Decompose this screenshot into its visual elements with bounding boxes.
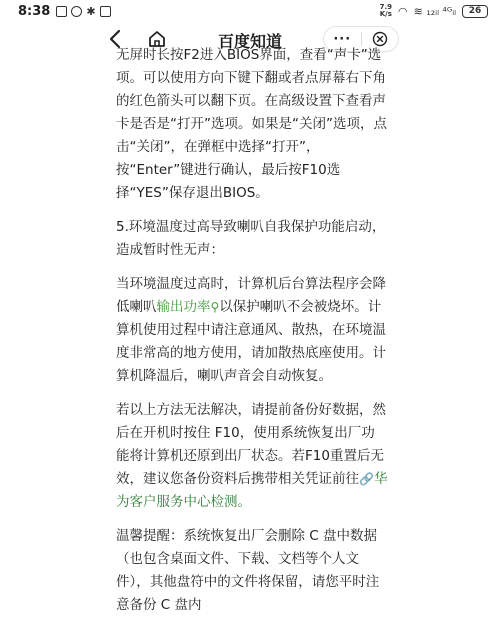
output-power-link-label: 输出功率 <box>156 299 211 315</box>
article-content <box>116 47 388 617</box>
output-power-link[interactable] <box>157 299 220 315</box>
bluetooth-icon: ✱ <box>86 4 96 18</box>
status-time: 8:38 <box>18 3 51 19</box>
battery-icon: 26 <box>462 5 488 18</box>
paragraph-temperature <box>116 273 388 388</box>
paragraph-reminder: 温馨提醒：系统恢复出厂会删除 C 盘中数据（也包含桌面文件、下载、文档等个人文件），其他盘符中的文件将保留，请您平时注意备份 C 盘内 <box>116 528 380 613</box>
status-bar <box>0 0 500 22</box>
signal-icons: ≋ ₁₂ᵢₗ ⁴ᴳᵢₗ <box>413 4 456 18</box>
search-icon: ⚲ <box>210 300 220 314</box>
paragraph-bios: 无屏时长按F2进入BIOS界面，查看“声卡”选项。可以使用方向下键下翻或者点屏幕右下角的红色箭头可以翻下页。在高级设置下查看声卡是否是“打开”选项。如果是“关闭”选项，点击“关闭”，在弹框中选择“打开”，按“Enter”键进行确认，最后按F10选择“YES”保存退出BIOS。 <box>116 47 387 201</box>
status-left <box>18 4 111 19</box>
network-speed-unit: K/s <box>379 10 392 18</box>
paragraph-reset-before: 若以上方法无法解决，请提前备份好数据，然后在开机时按住 F10，使用系统恢复出厂功能将计算机还原到出厂状态。若F10重置后无效，建议您备份资料后携带相关凭证前往 <box>116 402 386 487</box>
paragraph-reset <box>116 399 388 514</box>
paragraph-heading-temperature: 5.环境温度过高导致喇叭自我保护功能启动，造成暂时性无声： <box>116 219 386 258</box>
network-speed-value: 7.9 <box>379 3 392 11</box>
paragraph-temperature-before: 当环境温度过高时，计算机后台算法程序会降低喇叭 <box>116 276 386 315</box>
link-icon: 🔗 <box>359 472 374 486</box>
paragraph-temperature-after: 以保护喇叭不会被烧坏。计算机使用过程中请注意通风、散热，在环境温度非常高的地方使用，请加散热底座使用。计算机降温后，喇叭声音会自动恢复。 <box>116 299 386 384</box>
page-title: 百度知道 <box>217 32 282 51</box>
more-icon: ··· <box>333 31 352 47</box>
notification-app-icon <box>56 6 67 17</box>
notification-location-icon <box>71 6 82 17</box>
notification-message-icon <box>100 6 111 17</box>
status-right <box>380 4 488 18</box>
service-center-link[interactable]: 华为客户服务中心检测。 <box>116 471 388 510</box>
network-speed <box>380 4 392 18</box>
wifi-icon: ◠ <box>398 4 408 18</box>
